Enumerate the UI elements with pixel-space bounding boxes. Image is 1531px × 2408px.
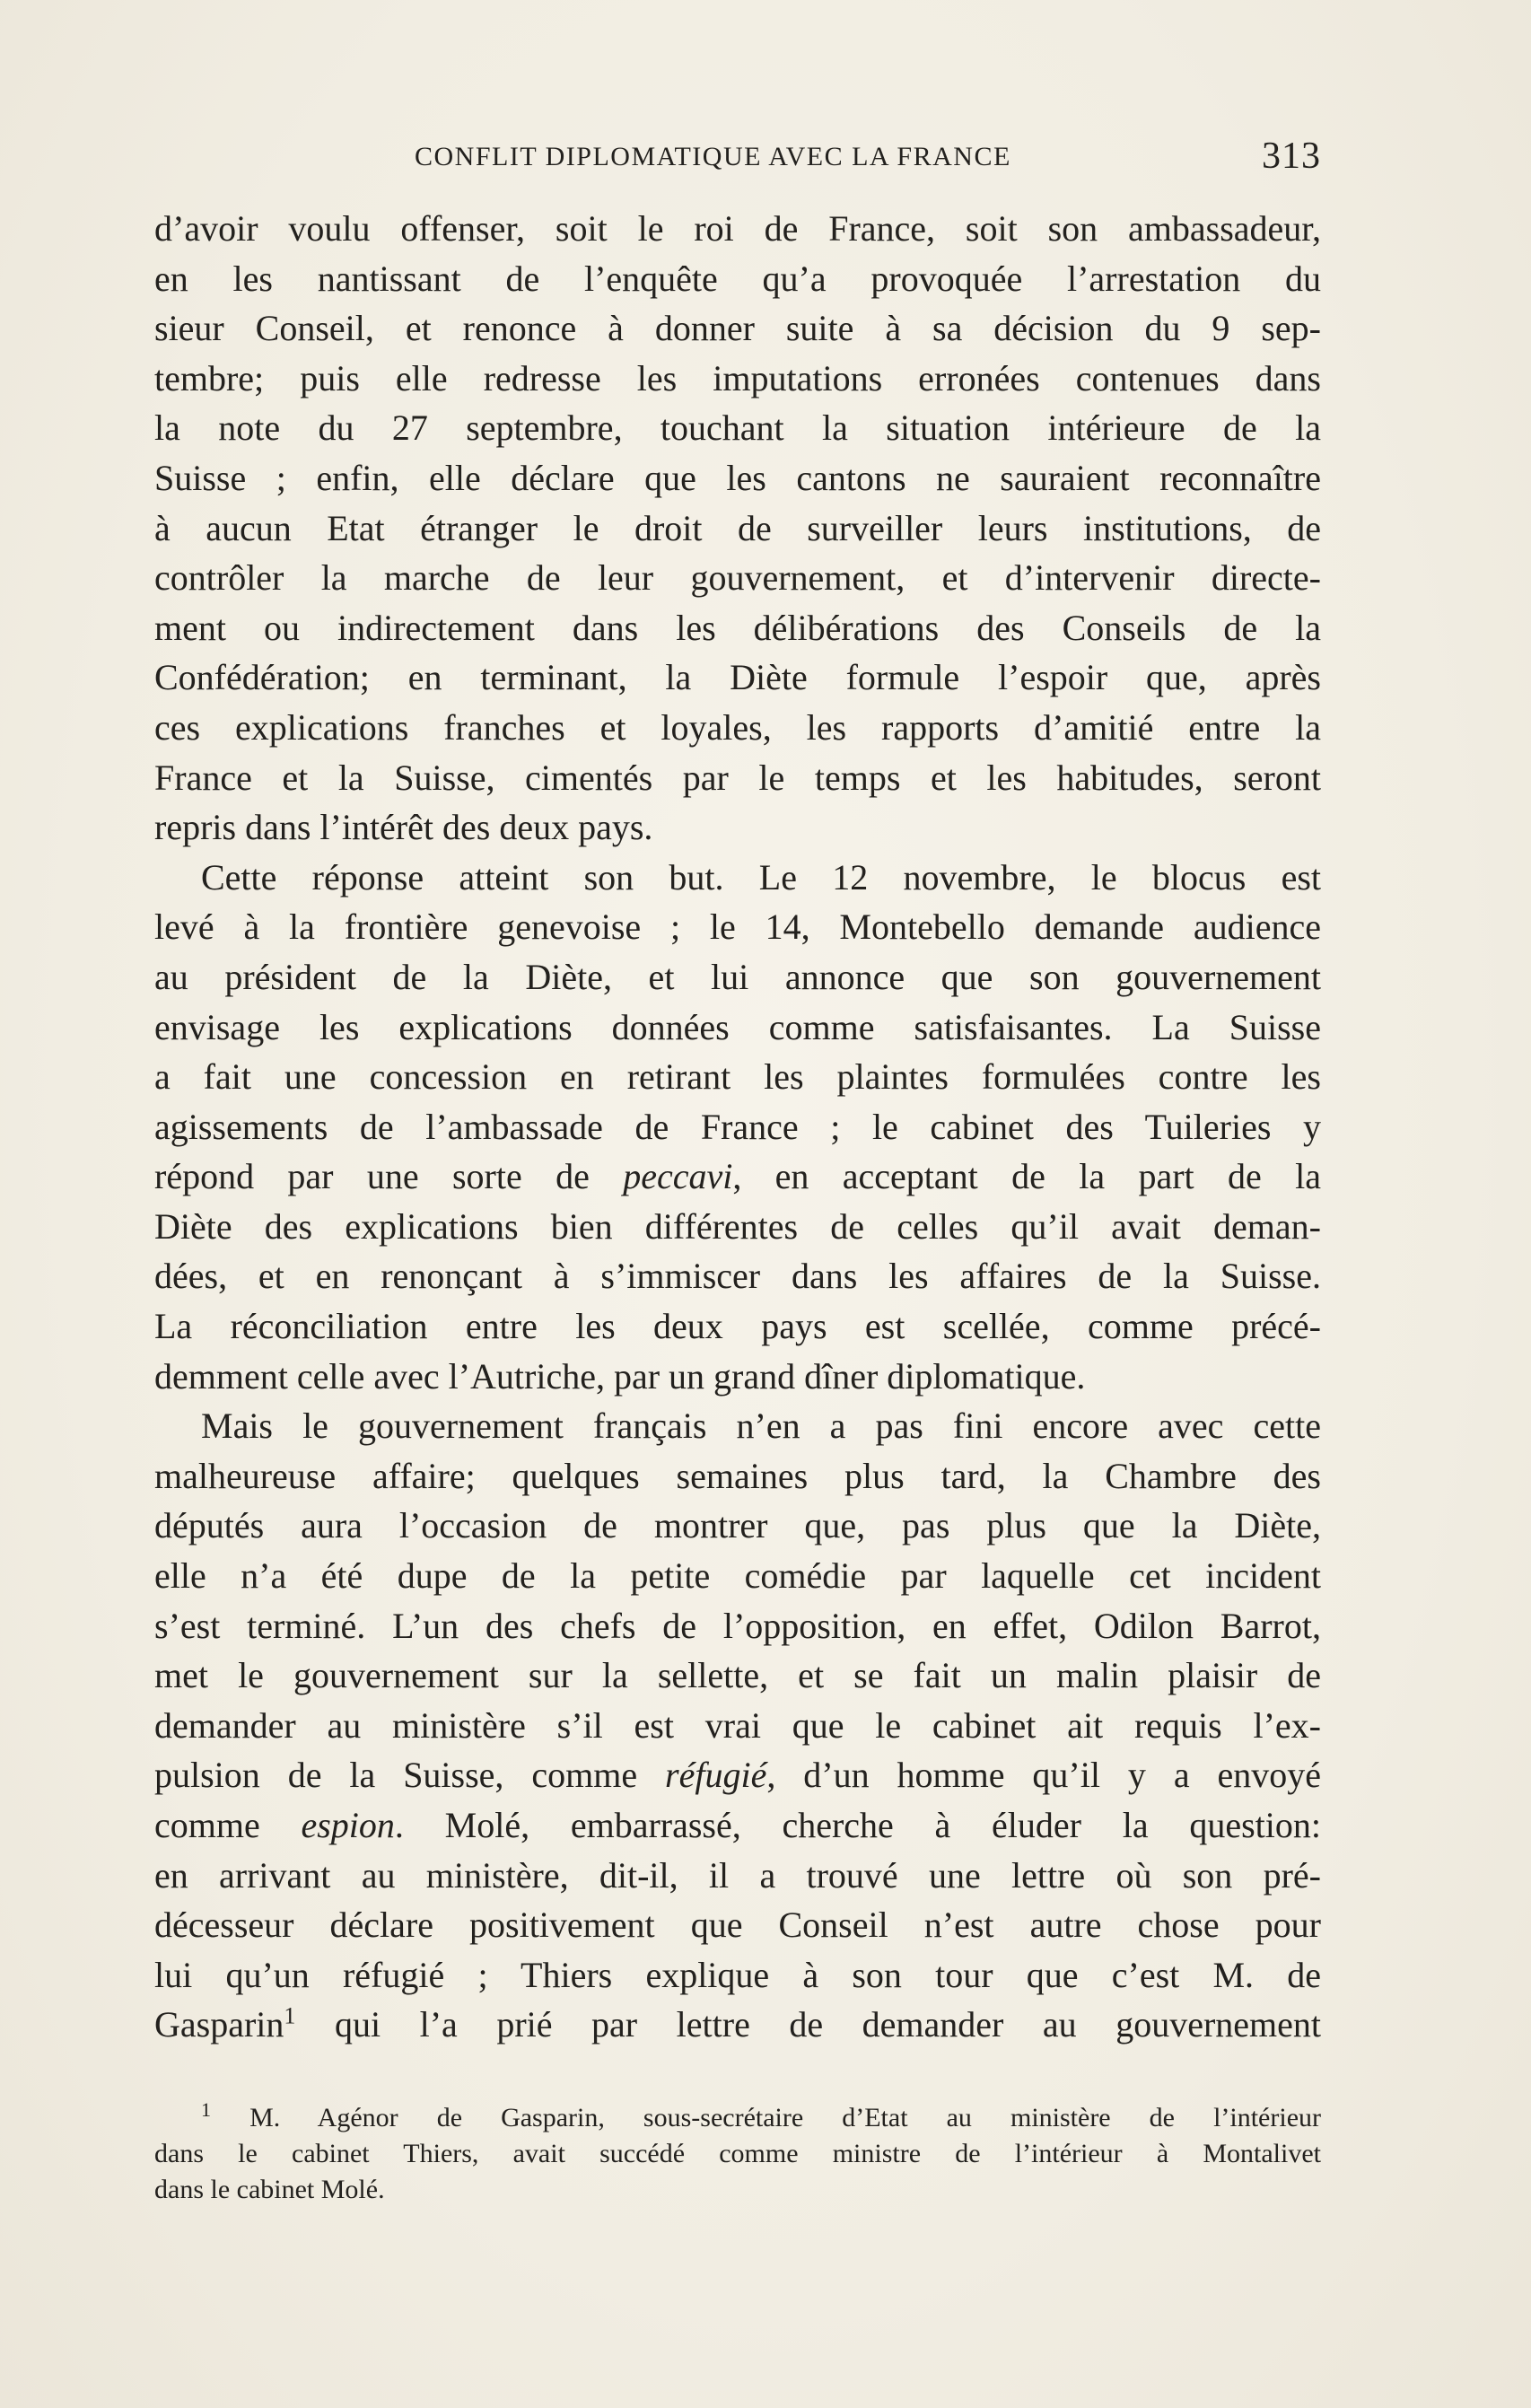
text-line: ces explications franches et loyales, les rapports d’amitié entre la bbox=[154, 706, 1321, 748]
text-line: Suisse ; enfin, elle déclare que les cantons ne sauraient reconnaître bbox=[154, 457, 1321, 498]
text-line: d’avoir voulu offenser, soit le roi de France, soit son ambassadeur, bbox=[154, 208, 1321, 249]
text-line: envisage les explications données comme satisfaisantes. La Suisse bbox=[154, 1006, 1321, 1047]
text-line: Confédération; en terminant, la Diète formule l’espoir que, après bbox=[154, 657, 1321, 698]
body-text bbox=[154, 204, 1321, 2050]
text-line: députés aura l’occasion de montrer que, pas plus que la Diète, bbox=[154, 1505, 1321, 1546]
text-line: au président de la Diète, et lui annonce que son gouvernement bbox=[154, 956, 1321, 997]
text-line: agissements de l’ambassade de France ; le cabinet des Tuileries y bbox=[154, 1106, 1321, 1147]
text-line: La réconciliation entre les deux pays est scellée, comme précé- bbox=[154, 1306, 1321, 1347]
text-fragment: Gasparin bbox=[154, 2004, 284, 2045]
text-line: s’est terminé. L’un des chefs de l’opposition, en effet, Odilon Barrot, bbox=[154, 1605, 1321, 1646]
footnote-line: dans le cabinet Thiers, avait succédé comme ministre de l’intérieur à Montalivet bbox=[154, 2139, 1321, 2168]
text-line: décesseur déclare positivement que Conseil n’est autre chose pour bbox=[154, 1905, 1321, 1946]
text-line-with-italic: répond par une sorte de peccavi, en acceptant de la part de la bbox=[154, 1156, 1321, 1197]
text-fragment: qui l’a prié par lettre de demander au gouvernement bbox=[334, 2004, 1321, 2045]
paragraph-end-line: repris dans l’intérêt des deux pays. bbox=[154, 807, 653, 848]
text-line: la note du 27 septembre, touchant la situation intérieure de la bbox=[154, 407, 1321, 449]
footnotes bbox=[154, 2100, 1321, 2208]
text-line: dées, et en renonçant à s’immiscer dans les affaires de la Suisse. bbox=[154, 1256, 1321, 1297]
paragraph-end-line: demment celle avec l’Autriche, par un grand dîner diplomatique. bbox=[154, 1355, 1086, 1397]
italic-term: réfugié bbox=[665, 1755, 767, 1796]
text-line-with-footnote-ref bbox=[154, 2000, 1321, 2050]
text-line: malheureuse affaire; quelques semaines plus tard, la Chambre des bbox=[154, 1455, 1321, 1496]
running-head bbox=[154, 135, 1321, 180]
paragraph-start-line: Mais le gouvernement français n’en a pas fini encore avec cette bbox=[201, 1405, 1321, 1447]
text-line: tembre; puis elle redresse les imputations erronées contenues dans bbox=[154, 357, 1321, 398]
footnote-line bbox=[154, 2100, 1321, 2136]
page-number: 313 bbox=[1262, 136, 1321, 177]
footnote-marker: 1 bbox=[201, 2100, 211, 2121]
italic-term: espion bbox=[301, 1805, 395, 1845]
paragraph-start-line: Cette réponse atteint son but. Le 12 novembre, le blocus est bbox=[201, 856, 1321, 898]
text-line: elle n’a été dupe de la petite comédie par laquelle cet incident bbox=[154, 1555, 1321, 1597]
footnote-text: M. Agénor de Gasparin, sous-secrétaire d’Etat au ministère de l’intérieur bbox=[249, 2103, 1321, 2132]
text-line: lui qu’un réfugié ; Thiers explique à son tour que c’est M. de bbox=[154, 1954, 1321, 1995]
footnote-reference[interactable]: 1 bbox=[284, 2003, 296, 2030]
text-line: contrôler la marche de leur gouvernement, et d’intervenir directe- bbox=[154, 557, 1321, 599]
text-line: sieur Conseil, et renonce à donner suite à sa décision du 9 sep- bbox=[154, 308, 1321, 349]
text-line: met le gouvernement sur la sellette, et se fait un malin plaisir de bbox=[154, 1655, 1321, 1696]
text-line: France et la Suisse, cimentés par le temps et les habitudes, seront bbox=[154, 757, 1321, 798]
italic-term: peccavi bbox=[623, 1156, 733, 1197]
text-line: a fait une concession en retirant les plaintes formulées contre les bbox=[154, 1056, 1321, 1098]
running-title: CONFLIT DIPLOMATIQUE AVEC LA FRANCE bbox=[415, 142, 1011, 171]
text-line: demander au ministère s’il est vrai que le cabinet ait requis l’ex- bbox=[154, 1704, 1321, 1746]
text-line: levé à la frontière genevoise ; le 14, Montebello demande audience bbox=[154, 906, 1321, 948]
text-line-with-italic: pulsion de la Suisse, comme réfugié, d’un homme qu’il y a envoyé bbox=[154, 1755, 1321, 1796]
text-line-with-italic: comme espion. Molé, embarrassé, cherche à éluder la question: bbox=[154, 1805, 1321, 1845]
text-line: Diète des explications bien différentes de celles qu’il avait deman- bbox=[154, 1205, 1321, 1247]
text-line: à aucun Etat étranger le droit de surveiller leurs institutions, de bbox=[154, 507, 1321, 548]
footnote-line: dans le cabinet Molé. bbox=[154, 2175, 385, 2204]
text-line: ment ou indirectement dans les délibérations des Conseils de la bbox=[154, 607, 1321, 648]
text-line: en arrivant au ministère, dit-il, il a trouvé une lettre où son pré- bbox=[154, 1854, 1321, 1896]
text-line: en les nantissant de l’enquête qu’a provoquée l’arrestation du bbox=[154, 258, 1321, 299]
